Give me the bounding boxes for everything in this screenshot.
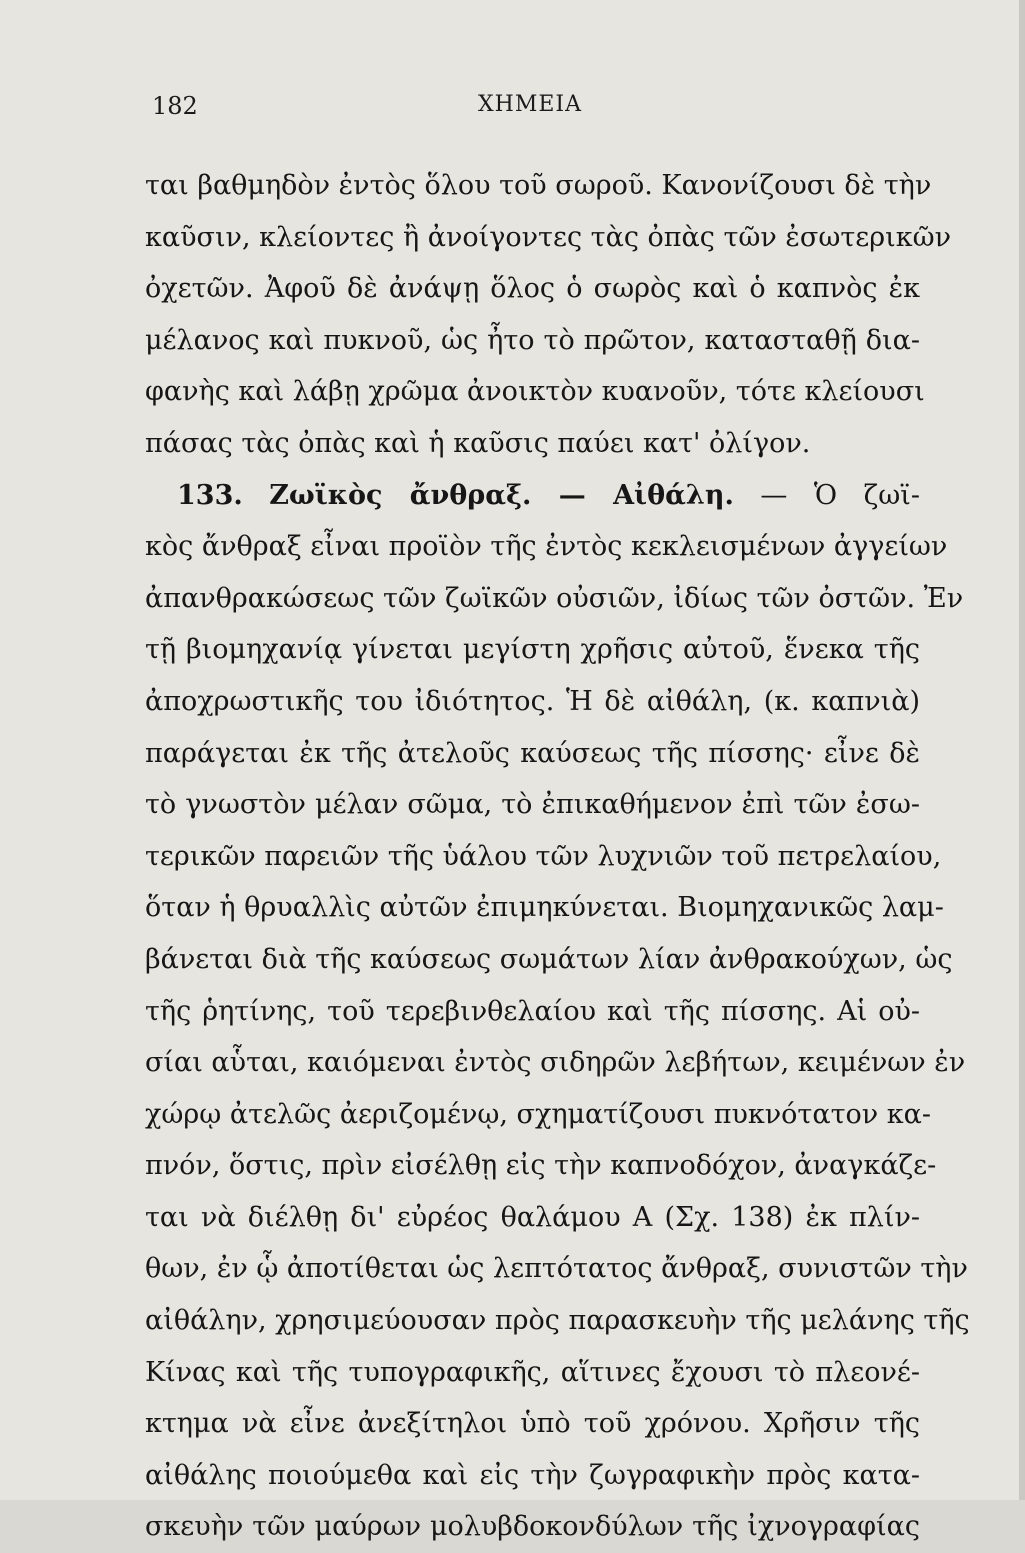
- text-line: βάνεται διὰ τῆς καύσεως σωμάτων λίαν ἀνθρακούχων, ὡς: [145, 943, 953, 975]
- text-line: θων, ἐν ᾧ ἀποτίθεται ὡς λεπτότατος ἄνθραξ, συνιστῶν τὴν: [145, 1253, 968, 1285]
- section-heading-line: [145, 470, 920, 522]
- page-edge: [1019, 0, 1025, 1500]
- text-line: τῆς ῥητίνης, τοῦ τερεβινθελαίου καὶ τῆς πίσσης. Αἱ οὐ-: [145, 995, 920, 1027]
- text-line: σκευὴν τῶν μαύρων μολυβδοκονδύλων τῆς ἰχνογραφίας: [145, 1511, 920, 1543]
- text-line: πνόν, ὅστις, πρὶν εἰσέλθῃ εἰς τὴν καπνοδόχον, ἀναγκάζε-: [145, 1150, 937, 1182]
- text-line: καῦσιν, κλείοντες ἢ ἀνοίγοντες τὰς ὀπὰς τῶν ἐσωτερικῶν: [145, 221, 952, 253]
- section-first-line: — Ὁ ζωϊ-: [760, 479, 920, 511]
- text-line: ται νὰ διέλθῃ δι' εὐρέος θαλάμου Α (Σχ. 138) ἐκ πλίν-: [145, 1201, 920, 1233]
- text-line: παράγεται ἐκ τῆς ἀτελοῦς καύσεως τῆς πίσσης· εἶνε δὲ: [145, 737, 920, 769]
- text-line: ὅταν ἡ θρυαλλὶς αὐτῶν ἐπιμηκύνεται. Βιομηχανικῶς λαμ-: [145, 892, 944, 924]
- text-line: αἰθάλης ποιούμεθα καὶ εἰς τὴν ζωγραφικὴν πρὸς κατα-: [145, 1459, 920, 1491]
- running-title: ΧΗΜΕΙΑ: [477, 92, 582, 117]
- text-line: αἰθάλην, χρησιμεύουσαν πρὸς παρασκευὴν τῆς μελάνης τῆς: [145, 1305, 970, 1337]
- text-line: κὸς ἄνθραξ εἶναι προϊὸν τῆς ἐντὸς κεκλεισμένων ἀγγείων: [145, 531, 948, 563]
- text-line: χώρῳ ἀτελῶς ἀεριζομένῳ, σχηματίζουσι πυκνότατον κα-: [145, 1098, 932, 1130]
- body-text: [145, 160, 970, 1553]
- section-number: 133.: [177, 479, 243, 511]
- text-line: μέλανος καὶ πυκνοῦ, ὡς ἦτο τὸ πρῶτον, κατασταθῇ δια-: [145, 324, 920, 356]
- text-line: ται βαθμηδὸν ἐντὸς ὅλου τοῦ σωροῦ. Κανονίζουσι δὲ τὴν: [145, 170, 932, 201]
- page-header: [140, 92, 920, 132]
- text-line: κτημα νὰ εἶνε ἀνεξίτηλοι ὑπὸ τοῦ χρόνου. Χρῆσιν τῆς: [145, 1408, 920, 1440]
- text-line: ὀχετῶν. Ἀφοῦ δὲ ἀνάψῃ ὅλος ὁ σωρὸς καὶ ὁ καπνὸς ἐκ: [145, 273, 920, 305]
- text-line: πάσας τὰς ὀπὰς καὶ ἡ καῦσις παύει κατ' ὀλίγον.: [145, 427, 811, 459]
- text-line: τὸ γνωστὸν μέλαν σῶμα, τὸ ἐπικαθήμενον ἐπὶ τῶν ἐσω-: [145, 789, 920, 821]
- text-line: Κίνας καὶ τῆς τυπογραφικῆς, αἵτινες ἔχουσι τὸ πλεονέ-: [145, 1356, 920, 1388]
- section-title: Ζωϊκὸς ἄνθραξ. — Αἰθάλη.: [269, 479, 734, 511]
- text-line: τῇ βιομηχανίᾳ γίνεται μεγίστη χρῆσις αὐτοῦ, ἕνεκα τῆς: [145, 634, 920, 666]
- text-line: φανὴς καὶ λάβῃ χρῶμα ἀνοικτὸν κυανοῦν, τότε κλείουσι: [145, 376, 925, 408]
- page-number: 182: [152, 92, 198, 120]
- text-line: ἀπανθρακώσεως τῶν ζωϊκῶν οὐσιῶν, ἰδίως τῶν ὀστῶν. Ἐν: [145, 582, 964, 614]
- text-line: ἀποχρωστικῆς του ἰδιότητος. Ἡ δὲ αἰθάλη, (κ. καπνιὰ): [145, 685, 920, 717]
- text-line: τερικῶν παρειῶν τῆς ὑάλου τῶν λυχνιῶν τοῦ πετρελαίου,: [145, 840, 942, 872]
- text-line: σίαι αὗται, καιόμεναι ἐντὸς σιδηρῶν λεβήτων, κειμένων ἐν: [145, 1047, 966, 1079]
